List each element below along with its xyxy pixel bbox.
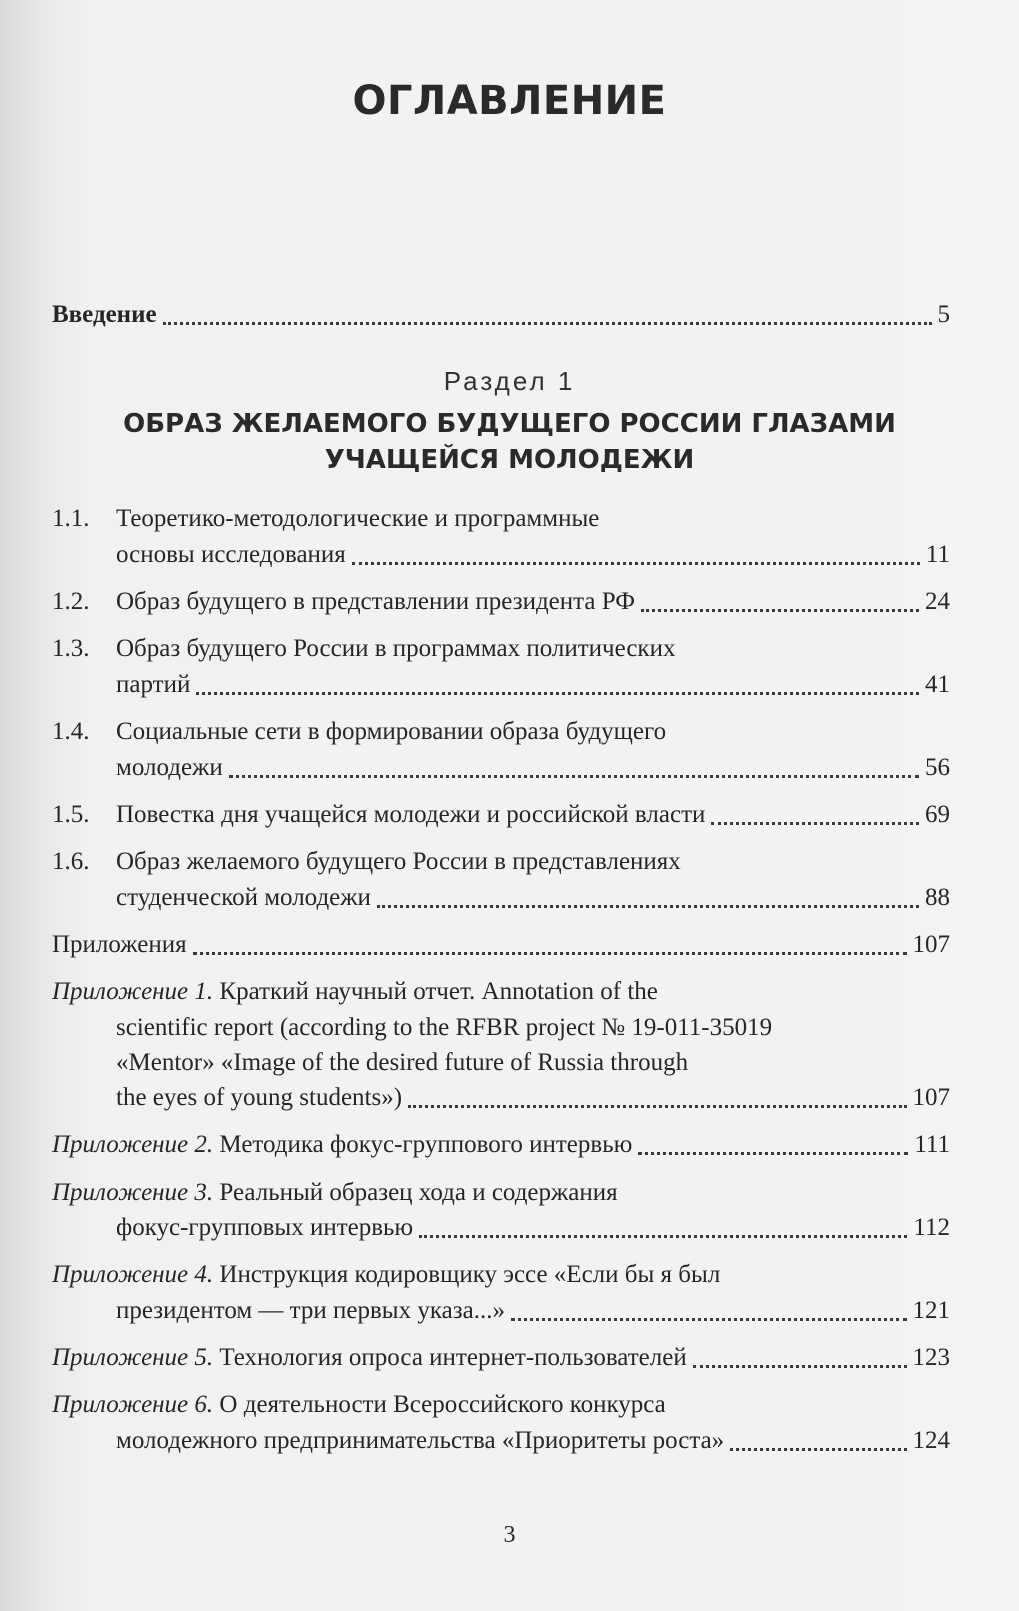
appendix-prefix: Приложение 5. [52,1344,214,1371]
dot-leader [229,775,919,778]
toc-entry[interactable] [52,502,950,536]
toc-entry-label: Социальные сети в формировании образа будущего [116,718,667,745]
appendix-entry[interactable] [52,975,950,1009]
toc-entry[interactable] [52,845,950,879]
appendix-label: Реальный образец хода и содержания [213,1179,618,1206]
toc-entry-page: 41 [925,671,950,698]
toc-entry[interactable] [52,632,950,666]
toc-entry-label: студенческой молодежи [116,884,371,911]
toc-entry[interactable] [52,798,950,832]
appendix-label: О деятельности Всероссийского конкурса [213,1391,666,1418]
toc-entry-label: молодежи [116,754,223,781]
toc-entry-continuation[interactable] [116,668,950,702]
dot-leader [419,1235,907,1238]
toc-entry-appendices[interactable] [52,928,950,962]
page-title: ОГЛАВЛЕНИЕ [352,78,667,124]
toc-entry-number: 1.1. [52,505,90,532]
toc-entry-page: 24 [925,588,950,615]
toc-entry-continuation[interactable] [116,538,950,572]
appendix-label: Технология опроса интернет-пользователей [213,1344,687,1371]
appendix-page: 124 [912,1427,950,1454]
appendix-label: Методика фокус-группового интервью [213,1131,633,1158]
appendix-prefix: Приложение 3. [52,1179,214,1206]
section-title [0,406,1019,478]
toc-entry-page: 5 [937,301,950,328]
appendix-entry[interactable] [52,1388,950,1422]
toc-entry-continuation[interactable] [116,751,950,785]
appendix-label: фокус-групповых интервью [116,1214,414,1241]
appendix-continuation [116,1046,950,1080]
toc-entry-number: 1.5. [52,801,90,828]
toc-entry-page: 88 [925,884,950,911]
toc-entry[interactable] [52,585,950,619]
toc-entry-number: 1.4. [52,718,90,745]
toc-entry-page: 69 [925,801,950,828]
appendix-label: молодежного предпринимательства «Приоритеты роста» [116,1427,725,1454]
appendix-continuation[interactable] [116,1081,950,1115]
appendix-label: the eyes of young students») [116,1084,403,1111]
dot-leader [641,609,919,612]
dot-leader [511,1318,907,1321]
toc-entry-label: Повестка дня учащейся молодежи и российской власти [116,801,706,828]
appendix-continuation [116,1011,950,1045]
appendix-continuation[interactable] [116,1211,950,1245]
dot-leader [193,952,907,955]
section-label: Раздел 1 [443,366,576,396]
dot-leader [693,1365,907,1368]
toc-entry-intro[interactable] [52,298,950,332]
toc-entry-label: Приложения [52,931,187,958]
toc-entry-label: Образ будущего в представлении президента РФ [116,588,635,615]
appendix-page: 111 [914,1131,950,1158]
toc-entry-continuation[interactable] [116,881,950,915]
dot-leader [638,1152,908,1155]
toc-entry-label: Образ желаемого будущего России в представлениях [116,848,681,875]
page-number: 3 [503,1522,516,1548]
appendix-continuation[interactable] [116,1424,950,1458]
appendix-label: scientific report (according to the RFBR project № 19-011-35019 [116,1014,773,1041]
dot-leader [711,822,919,825]
toc-entry-label: Образ будущего России в программах политических [116,635,676,662]
toc-entry-label: Теоретико-методологические и программные [116,505,600,532]
toc-entry-page: 107 [912,931,950,958]
appendix-entry[interactable] [52,1258,950,1292]
dot-leader [352,562,920,565]
appendix-page: 123 [912,1344,950,1371]
toc-entry[interactable] [52,715,950,749]
dot-leader [377,905,919,908]
appendix-entry[interactable] [52,1176,950,1210]
dot-leader [730,1448,906,1451]
appendix-label: президентом — три первых указа...» [116,1297,505,1324]
toc-entry-page: 11 [925,541,950,568]
appendix-label: Краткий научный отчет. Annotation of the [213,978,658,1005]
appendix-label: «Mentor» «Image of the desired future of Russia through [116,1049,689,1076]
toc-entry-number: 1.2. [52,588,90,615]
toc-entry-number: 1.3. [52,635,90,662]
appendix-prefix: Приложение 6. [52,1391,214,1418]
toc-entry-label: основы исследования [116,541,346,568]
appendix-page: 121 [912,1297,950,1324]
section-title-line: ОБРАЗ ЖЕЛАЕМОГО БУДУЩЕГО РОССИИ ГЛАЗАМИ [123,409,896,439]
dot-leader [196,692,919,695]
appendix-label: Инструкция кодировщику эссе «Если бы я был [213,1261,721,1288]
toc-entry-number: 1.6. [52,848,90,875]
appendix-entry[interactable] [52,1341,950,1375]
section-title-line: УЧАЩЕЙСЯ МОЛОДЕЖИ [324,445,695,475]
toc-entry-page: 56 [925,754,950,781]
appendix-prefix: Приложение 4. [52,1261,214,1288]
toc-entry-label: Введение [52,301,157,328]
appendix-prefix: Приложение 2. [52,1131,214,1158]
appendix-continuation[interactable] [116,1294,950,1328]
dot-leader [408,1105,906,1108]
appendix-entry[interactable] [52,1128,950,1162]
appendix-page: 107 [912,1084,950,1111]
appendix-page: 112 [913,1214,950,1241]
dot-leader [163,322,932,325]
appendix-prefix: Приложение 1. [52,978,214,1005]
toc-entry-label: партий [116,671,191,698]
